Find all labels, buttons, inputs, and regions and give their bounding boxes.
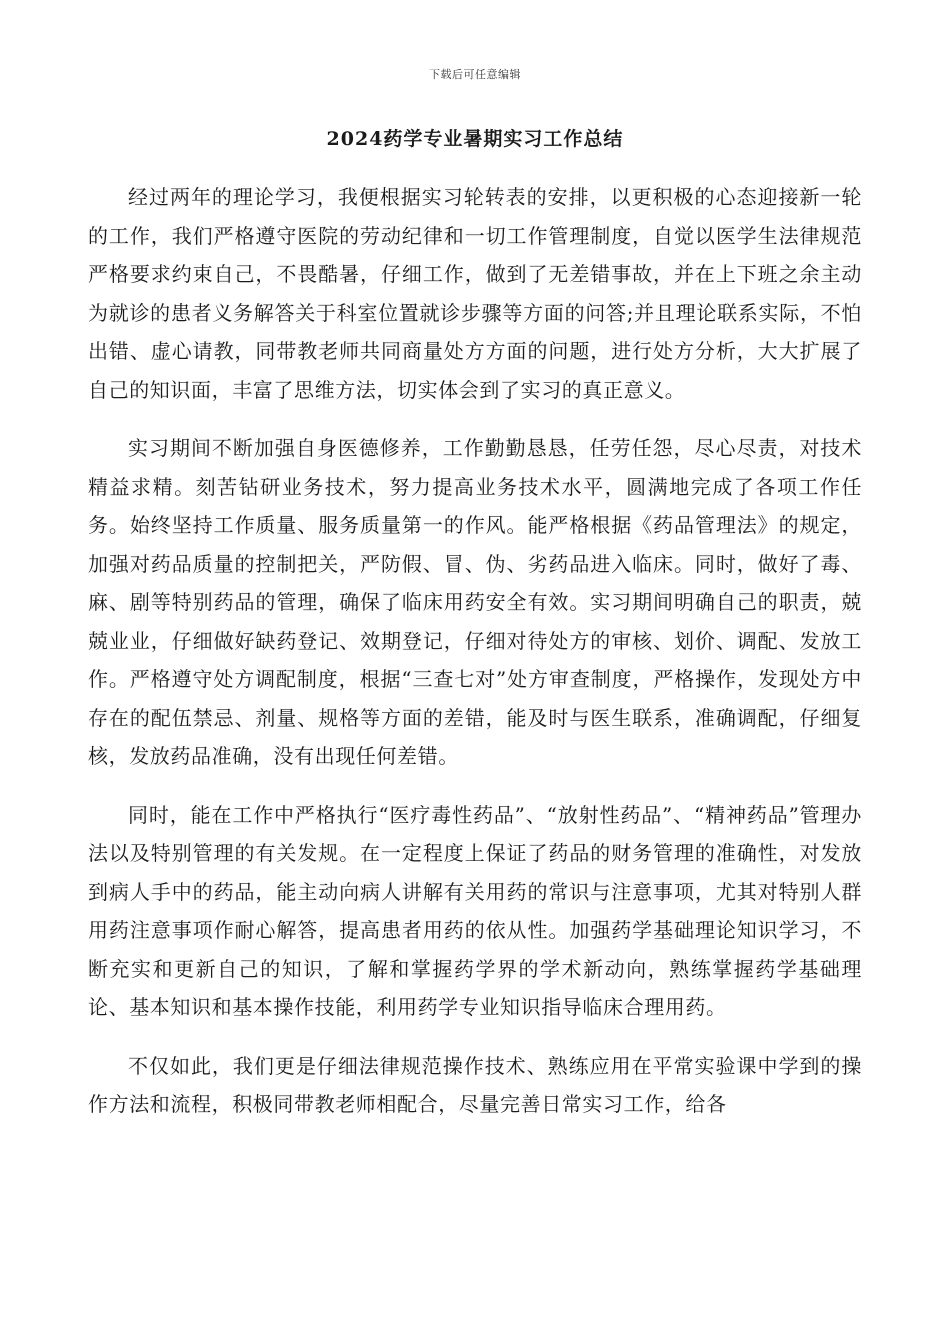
document-title: 2024药学专业暑期实习工作总结 xyxy=(326,128,624,150)
paragraph-2: 实习期间不断加强自身医德修养，工作勤勤恳恳，任劳任怨，尽心尽责，对技术精益求精。刻苦钻研业务技术，努力提高业务技术水平，圆满地完成了各项工作任务。始终坚持工作质量、服务质量第一的作风。能严格根据《药品管理法》的规定，加强对药品质量的控制把关，严防假、冒、伪、劣药品进入临床。同时，做好了毒、麻、剧等特别药品的管理，确保了临床用药安全有效。实习期间明确自己的职责，兢兢业业，仔细做好缺药登记、效期登记，仔细对待处方的审核、划价、调配、发放工作。严格遵守处方调配制度，根据“三查七对”处方审查制度，严格操作，发现处方中存在的配伍禁忌、剂量、规格等方面的差错，能及时与医生联系，准确调配，仔细复核，发放药品准确，没有出现任何差错。 xyxy=(88,436,862,768)
document-body xyxy=(88,178,862,1124)
paragraph-1: 经过两年的理论学习，我便根据实习轮转表的安排，以更积极的心态迎接新一轮的工作，我们严格遵守医院的劳动纪律和一切工作管理制度，自觉以医学生法律规范严格要求约束自己，不畏酷暑，仔细工作，做到了无差错事故，并在上下班之余主动为就诊的患者义务解答关于科室位置就诊步骤等方面的问答;并且理论联系实际，不怕出错、虚心请教，同带教老师共同商量处方方面的问题，进行处方分析，大大扩展了自己的知识面，丰富了思维方法，切实体会到了实习的真正意义。 xyxy=(88,185,862,402)
paragraph-4: 不仅如此，我们更是仔细法律规范操作技术、熟练应用在平常实验课中学到的操作方法和流程，积极同带教老师相配合，尽量完善日常实习工作，给各 xyxy=(88,1053,862,1116)
paragraph-3: 同时，能在工作中严格执行“医疗毒性药品”、“放射性药品”、“精神药品”管理办法以及特别管理的有关发规。在一定程度上保证了药品的财务管理的准确性，对发放到病人手中的药品，能主动向病人讲解有关用药的常识与注意事项，尤其对特别人群用药注意事项作耐心解答，提高患者用药的依从性。加强药学基础理论知识学习，不断充实和更新自己的知识，了解和掌握药学界的学术新动向，熟练掌握药学基础理论、基本知识和基本操作技能，利用药学专业知识指导临床合理用药。 xyxy=(88,802,862,1019)
header-note: 下载后可任意编辑 xyxy=(429,68,521,81)
